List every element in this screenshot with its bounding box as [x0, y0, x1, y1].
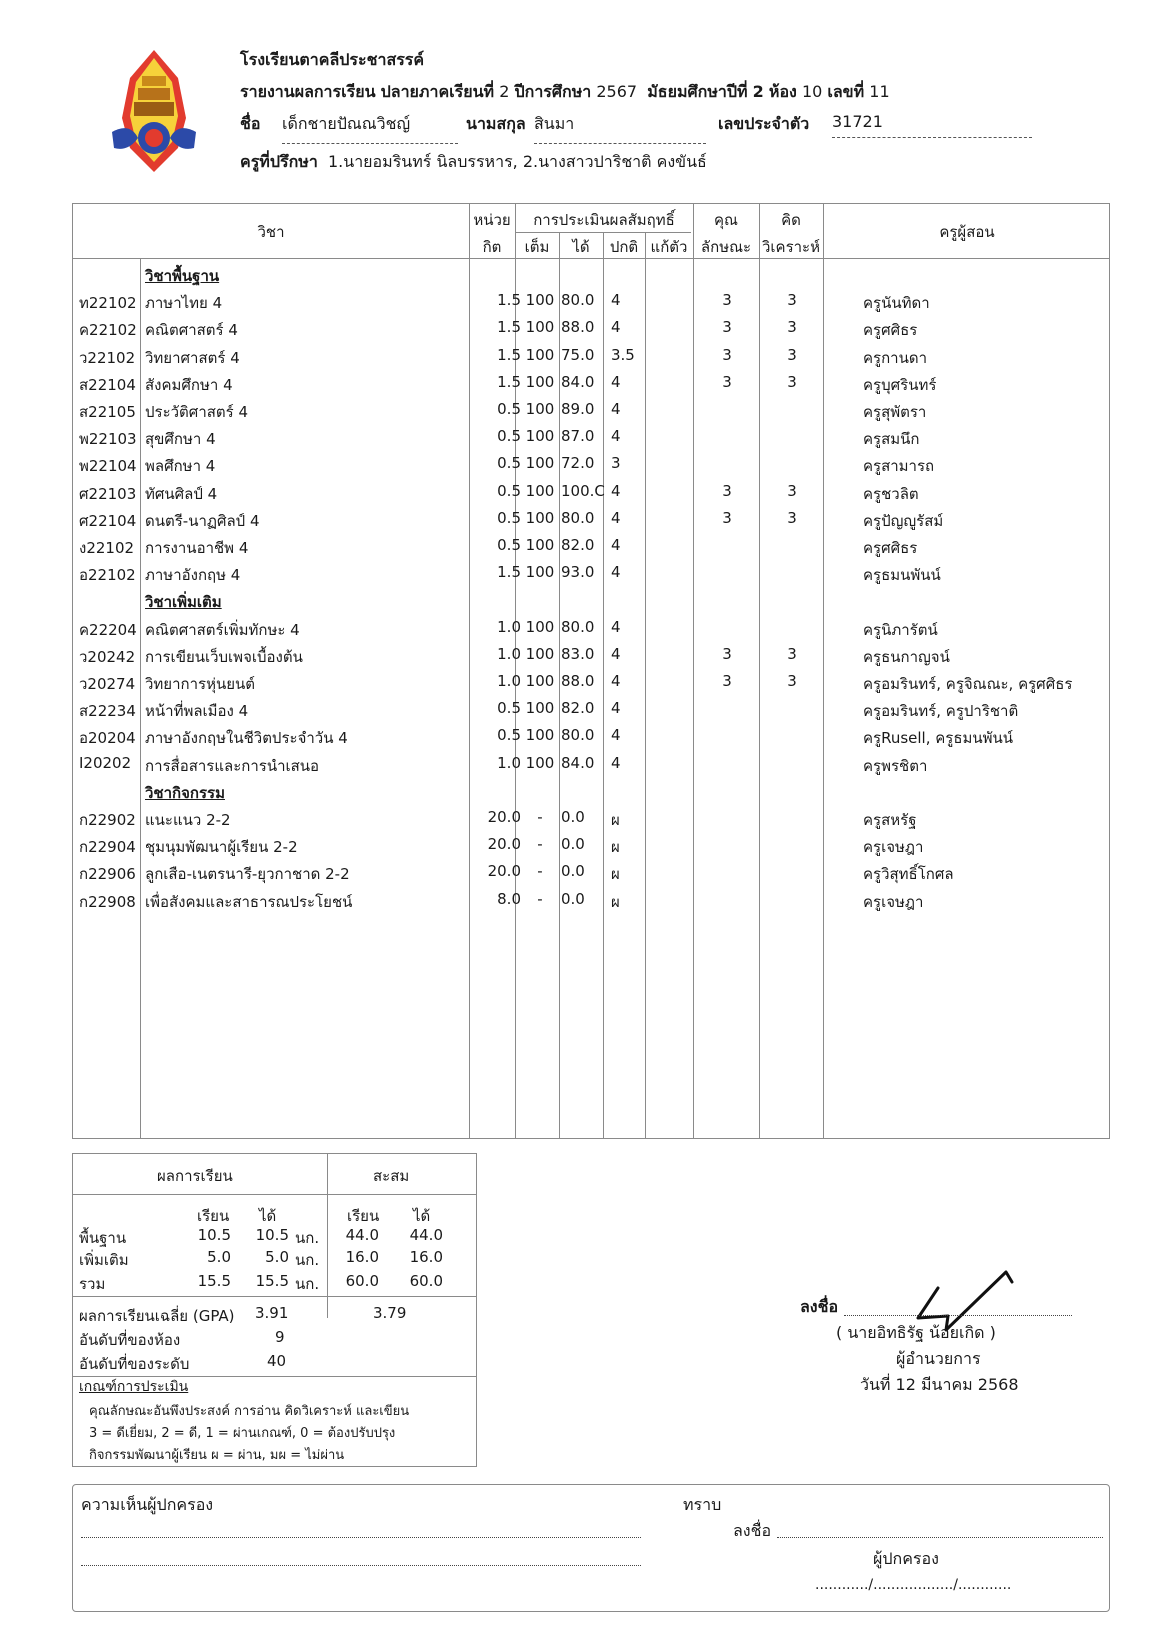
got-score: 88.0 — [561, 672, 595, 690]
teacher: ครูกานดา — [863, 348, 928, 367]
summary-acc-learn-value: 16.0 — [345, 1248, 379, 1266]
table-row — [73, 858, 1109, 886]
full-score: 100 — [525, 672, 555, 690]
quality-score: 3 — [722, 291, 732, 310]
think-score: 3 — [787, 345, 797, 364]
table-row — [73, 423, 1109, 451]
subject-name: ชุมนุมพัฒนาผู้เรียน 2-2 — [145, 838, 298, 857]
full-score: 100 — [525, 536, 555, 554]
full-score: 100 — [525, 617, 555, 636]
term-value: 2 — [499, 82, 510, 101]
full-score: 100 — [525, 372, 555, 391]
summary-learn-value: 15.5 — [197, 1272, 231, 1290]
full-score: - — [537, 835, 543, 854]
think-score: 3 — [787, 372, 797, 391]
section-activity-title: วิชากิจกรรม — [145, 783, 225, 802]
teacher: ครูนิภารัตน์ — [863, 620, 938, 639]
header-teacher: ครูผู้สอน — [939, 223, 995, 241]
credit: 1.0 — [497, 753, 521, 772]
summary-learn-header: เรียน — [197, 1207, 230, 1225]
full-score: 100 — [525, 454, 555, 473]
think-score: 3 — [787, 318, 797, 337]
summary-row-label: รวม — [79, 1275, 106, 1293]
subject-code: ส22105 — [79, 403, 136, 421]
got-score: 84.0 — [561, 753, 595, 772]
subject-name: สังคมศึกษา 4 — [145, 375, 233, 394]
subject-name: คณิตศาสตร์เพิ่มทักษะ 4 — [145, 620, 300, 639]
subject-code: ก22902 — [79, 811, 136, 829]
full-score: 100 — [525, 563, 555, 582]
rank-room-value: 9 — [275, 1328, 285, 1346]
credit: 20.0 — [487, 808, 521, 826]
got-score: 87.0 — [561, 427, 595, 446]
got-score: 75.0 — [561, 345, 595, 364]
teacher: ครูชวลิต — [863, 484, 919, 503]
full-score: 100 — [525, 291, 555, 310]
subject-name: แนะแนว 2-2 — [145, 811, 231, 829]
header-normal: ปกติ — [609, 238, 639, 256]
got-score: 80.0 — [561, 291, 595, 310]
rank-level-label: อันดับที่ของระดับ — [79, 1355, 190, 1373]
think-score: 3 — [787, 481, 797, 500]
subject-code: ค22102 — [79, 321, 137, 340]
grade: 4 — [611, 563, 621, 582]
subject-code: ว20242 — [79, 647, 136, 666]
section-extra-title: วิชาเพิ่มเติม — [145, 593, 222, 612]
summary-got-value: 15.5 — [255, 1272, 289, 1290]
advisor-label: ครูที่ปรึกษา — [240, 152, 318, 171]
summary-box — [72, 1153, 477, 1467]
got-score: 80.0 — [561, 508, 595, 527]
summary-unit: นก. — [295, 1229, 320, 1247]
table-row — [73, 342, 1109, 370]
table-row — [73, 314, 1109, 342]
subject-code: ศ22103 — [79, 484, 137, 503]
credit: 0.5 — [497, 536, 521, 554]
grade: 3.5 — [611, 345, 635, 364]
summary-learn-value: 5.0 — [207, 1248, 231, 1266]
grade: 4 — [611, 699, 621, 718]
grade: 4 — [611, 536, 621, 554]
quality-score: 3 — [722, 345, 732, 364]
got-score: 72.0 — [561, 454, 595, 473]
surname-label: นามสกุล — [466, 114, 526, 133]
got-score: 100.C — [561, 481, 605, 500]
summary-row-label: พื้นฐาน — [79, 1229, 127, 1247]
grade-label: มัธยมศึกษาปีที่ — [647, 82, 748, 101]
subject-code: ว20274 — [79, 675, 136, 693]
grade: 4 — [611, 644, 621, 663]
summary-accum-title: สะสม — [373, 1167, 410, 1185]
header-got: ได้ — [572, 238, 590, 256]
report-date: วันที่ 12 มีนาคม 2568 — [860, 1375, 1019, 1394]
subject-name: ภาษาอังกฤษในชีวิตประจำวัน 4 — [145, 729, 348, 748]
quality-score: 3 — [722, 318, 732, 337]
full-score: 100 — [525, 644, 555, 663]
grade: 3 — [611, 454, 621, 473]
year-label: ปีการศึกษา — [514, 82, 592, 101]
subject-name: ภาษาอังกฤษ 4 — [145, 566, 241, 585]
subject-code: ศ22104 — [79, 511, 137, 530]
full-score: 100 — [525, 726, 555, 745]
got-score: 84.0 — [561, 372, 595, 391]
parent-sign-label: ลงชื่อ — [733, 1521, 772, 1540]
grade: 4 — [611, 372, 621, 391]
section-basic-row — [73, 260, 1109, 288]
full-score: 100 — [525, 481, 555, 500]
gpa-label: ผลการเรียนเฉลี่ย (GPA) — [79, 1307, 235, 1325]
subject-code: ส22104 — [79, 375, 136, 394]
criteria-line-2: 3 = ดีเยี่ยม, 2 = ดี, 1 = ผ่านเกณฑ์, 0 = ต้องปรับปรุง — [89, 1426, 396, 1441]
summary-got-header: ได้ — [259, 1207, 277, 1225]
grades-table — [72, 203, 1110, 1139]
parent-ack-label: ทราบ — [683, 1495, 722, 1514]
grade: 4 — [611, 427, 621, 446]
think-score: 3 — [787, 508, 797, 527]
got-score: 0.0 — [561, 862, 585, 881]
summary-unit: นก. — [295, 1275, 320, 1293]
table-row — [73, 532, 1109, 560]
subject-code: ส22234 — [79, 702, 136, 721]
parent-opinion-box — [72, 1484, 1110, 1612]
table-row — [73, 505, 1109, 533]
criteria-title: เกณฑ์การประเมิน — [79, 1379, 189, 1395]
credit: 1.0 — [497, 644, 521, 663]
got-score: 80.0 — [561, 617, 595, 636]
teacher: ครูอมรินทร์, ครูปาริชาติ — [863, 702, 1019, 721]
teacher: ครูธมนพันน์ — [863, 566, 941, 585]
credit: 0.5 — [497, 427, 521, 446]
grade: 4 — [611, 291, 621, 310]
subject-name: ดนตรี-นาฏศิลป์ 4 — [145, 511, 260, 530]
table-row — [73, 396, 1109, 424]
parent-role: ผู้ปกครอง — [873, 1549, 939, 1568]
credit: 0.5 — [497, 508, 521, 527]
subject-code: พ22104 — [79, 457, 137, 476]
table-row — [73, 668, 1109, 696]
subject-code: I20202 — [79, 753, 132, 772]
think-score: 3 — [787, 644, 797, 663]
grade: 4 — [611, 318, 621, 337]
school-emblem-icon — [108, 48, 200, 176]
grade: ผ — [611, 811, 620, 829]
subject-name: ภาษาไทย 4 — [145, 294, 223, 313]
table-row — [73, 559, 1109, 587]
subject-name: การสื่อสารและการนำเสนอ — [145, 756, 320, 775]
subject-name: สุขศึกษา 4 — [145, 430, 216, 449]
subject-code: ก22904 — [79, 838, 136, 857]
full-score: - — [537, 889, 543, 908]
quality-score: 3 — [722, 372, 732, 391]
subject-name: การเขียนเว็บเพจเบื้องต้น — [145, 647, 303, 666]
report-label: รายงานผลการเรียน — [240, 82, 376, 101]
table-row — [73, 450, 1109, 478]
table-row — [73, 641, 1109, 669]
teacher: ครูศศิธร — [863, 321, 918, 340]
student-surname: สินมา — [534, 112, 706, 144]
table-row — [73, 750, 1109, 778]
advisor-line — [240, 150, 707, 175]
summary-acc-got-value: 60.0 — [409, 1272, 443, 1290]
full-score: 100 — [525, 508, 555, 527]
credit: 20.0 — [487, 862, 521, 881]
header-credit-2: กิต — [482, 238, 502, 256]
section-basic-title: วิชาพื้นฐาน — [145, 267, 220, 285]
rank-room-label: อันดับที่ของห้อง — [79, 1331, 181, 1349]
table-row — [73, 287, 1109, 315]
id-label: เลขประจำตัว — [718, 114, 810, 133]
summary-acc-got-value: 16.0 — [409, 1248, 443, 1266]
teacher: ครูศศิธร — [863, 539, 918, 557]
got-score: 83.0 — [561, 644, 595, 663]
rank-level-value: 40 — [267, 1352, 287, 1370]
teacher: ครูสามารถ — [863, 457, 935, 476]
grade: 4 — [611, 726, 621, 745]
full-score: 100 — [525, 699, 555, 718]
teacher: ครูพรชิตา — [863, 756, 928, 775]
credit: 1.0 — [497, 672, 521, 690]
teacher: ครูบุศรินทร์ — [863, 375, 937, 394]
grade: 4 — [611, 508, 621, 527]
subject-code: ง22102 — [79, 539, 135, 557]
table-row — [73, 478, 1109, 506]
subject-name: วิทยาการหุ่นยนต์ — [145, 675, 256, 693]
grade-value: 2 — [752, 82, 764, 101]
room-label: ห้อง — [768, 82, 797, 101]
subject-code: ก22908 — [79, 892, 136, 911]
header-achievement: การประเมินผลสัมฤทธิ์ — [533, 211, 675, 229]
subject-name: การงานอาชีพ 4 — [145, 539, 249, 557]
subject-code: ว22102 — [79, 348, 136, 367]
student-name: เด็กชายปัณณวิชญ์ — [282, 112, 458, 144]
teacher: ครูเจษฎา — [863, 892, 924, 911]
full-score: - — [537, 862, 543, 881]
subject-name: เพื่อสังคมและสาธารณประโยชน์ — [145, 892, 353, 911]
criteria-line-1: คุณลักษณะอันพึงประสงค์ การอ่าน คิดวิเคราะห์ และเขียน — [89, 1404, 410, 1419]
subject-code: ก22906 — [79, 865, 136, 884]
full-score: 100 — [525, 427, 555, 446]
full-score: - — [537, 808, 543, 826]
credit: 1.5 — [497, 372, 521, 391]
full-score: 100 — [525, 400, 555, 418]
grade: 4 — [611, 400, 621, 418]
room-value: 10 — [801, 82, 823, 101]
teacher: ครูนันทิดา — [863, 294, 930, 313]
advisor-names: 1.นายอมรินทร์ นิลบรรหาร, 2.นางสาวปาริชาติ คงขันธ์ — [327, 152, 707, 171]
summary-learn-value: 10.5 — [197, 1226, 231, 1244]
subject-name: พลศึกษา 4 — [145, 457, 216, 476]
summary-unit: นก. — [295, 1251, 320, 1269]
table-row — [73, 695, 1109, 723]
subject-code: ค22204 — [79, 620, 137, 639]
got-score: 80.0 — [561, 726, 595, 745]
header-credit-1: หน่วย — [473, 211, 511, 229]
header-fixed: แก้ตัว — [650, 238, 688, 256]
credit: 1.5 — [497, 291, 521, 310]
got-score: 89.0 — [561, 400, 595, 418]
teacher: ครูเจษฎา — [863, 838, 924, 857]
subject-code: พ22103 — [79, 430, 137, 449]
grade: ผ — [611, 838, 620, 857]
got-score: 0.0 — [561, 889, 585, 908]
teacher: ครูRusell, ครูธมนพันน์ — [863, 729, 1014, 748]
teacher: ครูวิสุทธิ์โกศล — [863, 865, 954, 884]
teacher: ครูสหรัฐ — [863, 811, 917, 829]
year-value: 2567 — [596, 82, 638, 101]
term-label: ปลายภาคเรียนที่ — [380, 82, 495, 101]
got-score: 0.0 — [561, 835, 585, 854]
gpa-value: 3.91 — [255, 1304, 289, 1322]
summary-acc-got-header: ได้ — [413, 1207, 431, 1225]
subject-name: ลูกเสือ-เนตรนารี-ยุวกาชาด 2-2 — [145, 865, 350, 884]
got-score: 82.0 — [561, 699, 595, 718]
subject-name: ทัศนศิลป์ 4 — [145, 484, 218, 503]
subject-code: ท22102 — [79, 294, 137, 313]
sign-label: ลงชื่อ — [800, 1297, 839, 1316]
no-label: เลขที่ — [827, 82, 865, 101]
summary-row-label: เพิ่มเติม — [79, 1251, 129, 1269]
credit: 0.5 — [497, 454, 521, 473]
table-row — [73, 369, 1109, 397]
table-row — [73, 804, 1109, 832]
quality-score: 3 — [722, 644, 732, 663]
header-full: เต็ม — [524, 238, 550, 256]
summary-result-title: ผลการเรียน — [157, 1167, 233, 1185]
subject-name: ประวัติศาสตร์ 4 — [145, 403, 249, 421]
table-row — [73, 886, 1109, 914]
think-score: 3 — [787, 291, 797, 310]
teacher: ครูสุพัตรา — [863, 403, 927, 421]
credit: 0.5 — [497, 481, 521, 500]
table-row — [73, 722, 1109, 750]
teacher: ครูปัญญูรัสม์ — [863, 511, 944, 530]
header-subject: วิชา — [257, 223, 285, 241]
grade: ผ — [611, 892, 620, 911]
report-title-line — [240, 80, 890, 105]
subject-name: วิทยาศาสตร์ 4 — [145, 348, 240, 367]
summary-got-value: 10.5 — [255, 1226, 289, 1244]
teacher: ครูสมนึก — [863, 430, 920, 449]
criteria-line-3: กิจกรรมพัฒนาผู้เรียน ผ = ผ่าน, มผ = ไม่ผ่าน — [89, 1448, 345, 1463]
director-position: ผู้อำนวยการ — [896, 1349, 981, 1368]
credit: 0.5 — [497, 400, 521, 418]
subject-code: อ20204 — [79, 729, 136, 748]
table-row — [73, 614, 1109, 642]
subject-name: คณิตศาสตร์ 4 — [145, 321, 238, 340]
school-name: โรงเรียนตาคลีประชาสรรค์ — [240, 50, 425, 69]
section-activity-row — [73, 777, 1109, 805]
think-score: 3 — [787, 672, 797, 690]
grade: 4 — [611, 753, 621, 772]
grade: 4 — [611, 481, 621, 500]
full-score: 100 — [525, 318, 555, 337]
parent-date-line: ............/................../............ — [815, 1577, 1012, 1593]
credit: 1.5 — [497, 563, 521, 582]
subject-code: อ22102 — [79, 566, 136, 585]
summary-acc-learn-value: 60.0 — [345, 1272, 379, 1290]
subject-name: หน้าที่พลเมือง 4 — [145, 702, 249, 721]
section-extra-row — [73, 586, 1109, 614]
summary-acc-learn-value: 44.0 — [345, 1226, 379, 1244]
header-quality-1: คุณ — [714, 211, 738, 229]
header-think-2: วิเคราะห์ — [761, 238, 820, 256]
quality-score: 3 — [722, 481, 732, 500]
credit: 20.0 — [487, 835, 521, 854]
credit: 0.5 — [497, 726, 521, 745]
got-score: 93.0 — [561, 563, 595, 582]
director-name: ( นายอิทธิรัฐ น้อยเกิด ) — [836, 1323, 996, 1342]
credit: 8.0 — [497, 889, 521, 908]
got-score: 88.0 — [561, 318, 595, 337]
credit: 1.0 — [497, 617, 521, 636]
grade: 4 — [611, 672, 621, 690]
grade: 4 — [611, 617, 621, 636]
summary-acc-got-value: 44.0 — [409, 1226, 443, 1244]
credit: 1.5 — [497, 345, 521, 364]
teacher: ครูอมรินทร์, ครูจิณณะ, ครูศศิธร — [863, 675, 1073, 693]
grade: ผ — [611, 865, 620, 884]
table-row — [73, 831, 1109, 859]
summary-acc-learn-header: เรียน — [347, 1207, 380, 1225]
summary-got-value: 5.0 — [265, 1248, 289, 1266]
full-score: 100 — [525, 345, 555, 364]
credit: 1.5 — [497, 318, 521, 337]
full-score: 100 — [525, 753, 555, 772]
header-quality-2: ลักษณะ — [700, 238, 752, 256]
quality-score: 3 — [722, 508, 732, 527]
no-value: 11 — [869, 82, 890, 101]
header-think-1: คิด — [781, 211, 801, 229]
got-score: 0.0 — [561, 808, 585, 826]
name-label: ชื่อ — [240, 114, 261, 133]
student-id: 31721 — [832, 112, 1032, 138]
teacher: ครูธนกาญจน์ — [863, 647, 950, 666]
parent-opinion-label: ความเห็นผู้ปกครอง — [81, 1495, 214, 1514]
got-score: 82.0 — [561, 536, 595, 554]
credit: 0.5 — [497, 699, 521, 718]
quality-score: 3 — [722, 672, 732, 690]
gpa-accum-value: 3.79 — [373, 1304, 407, 1322]
